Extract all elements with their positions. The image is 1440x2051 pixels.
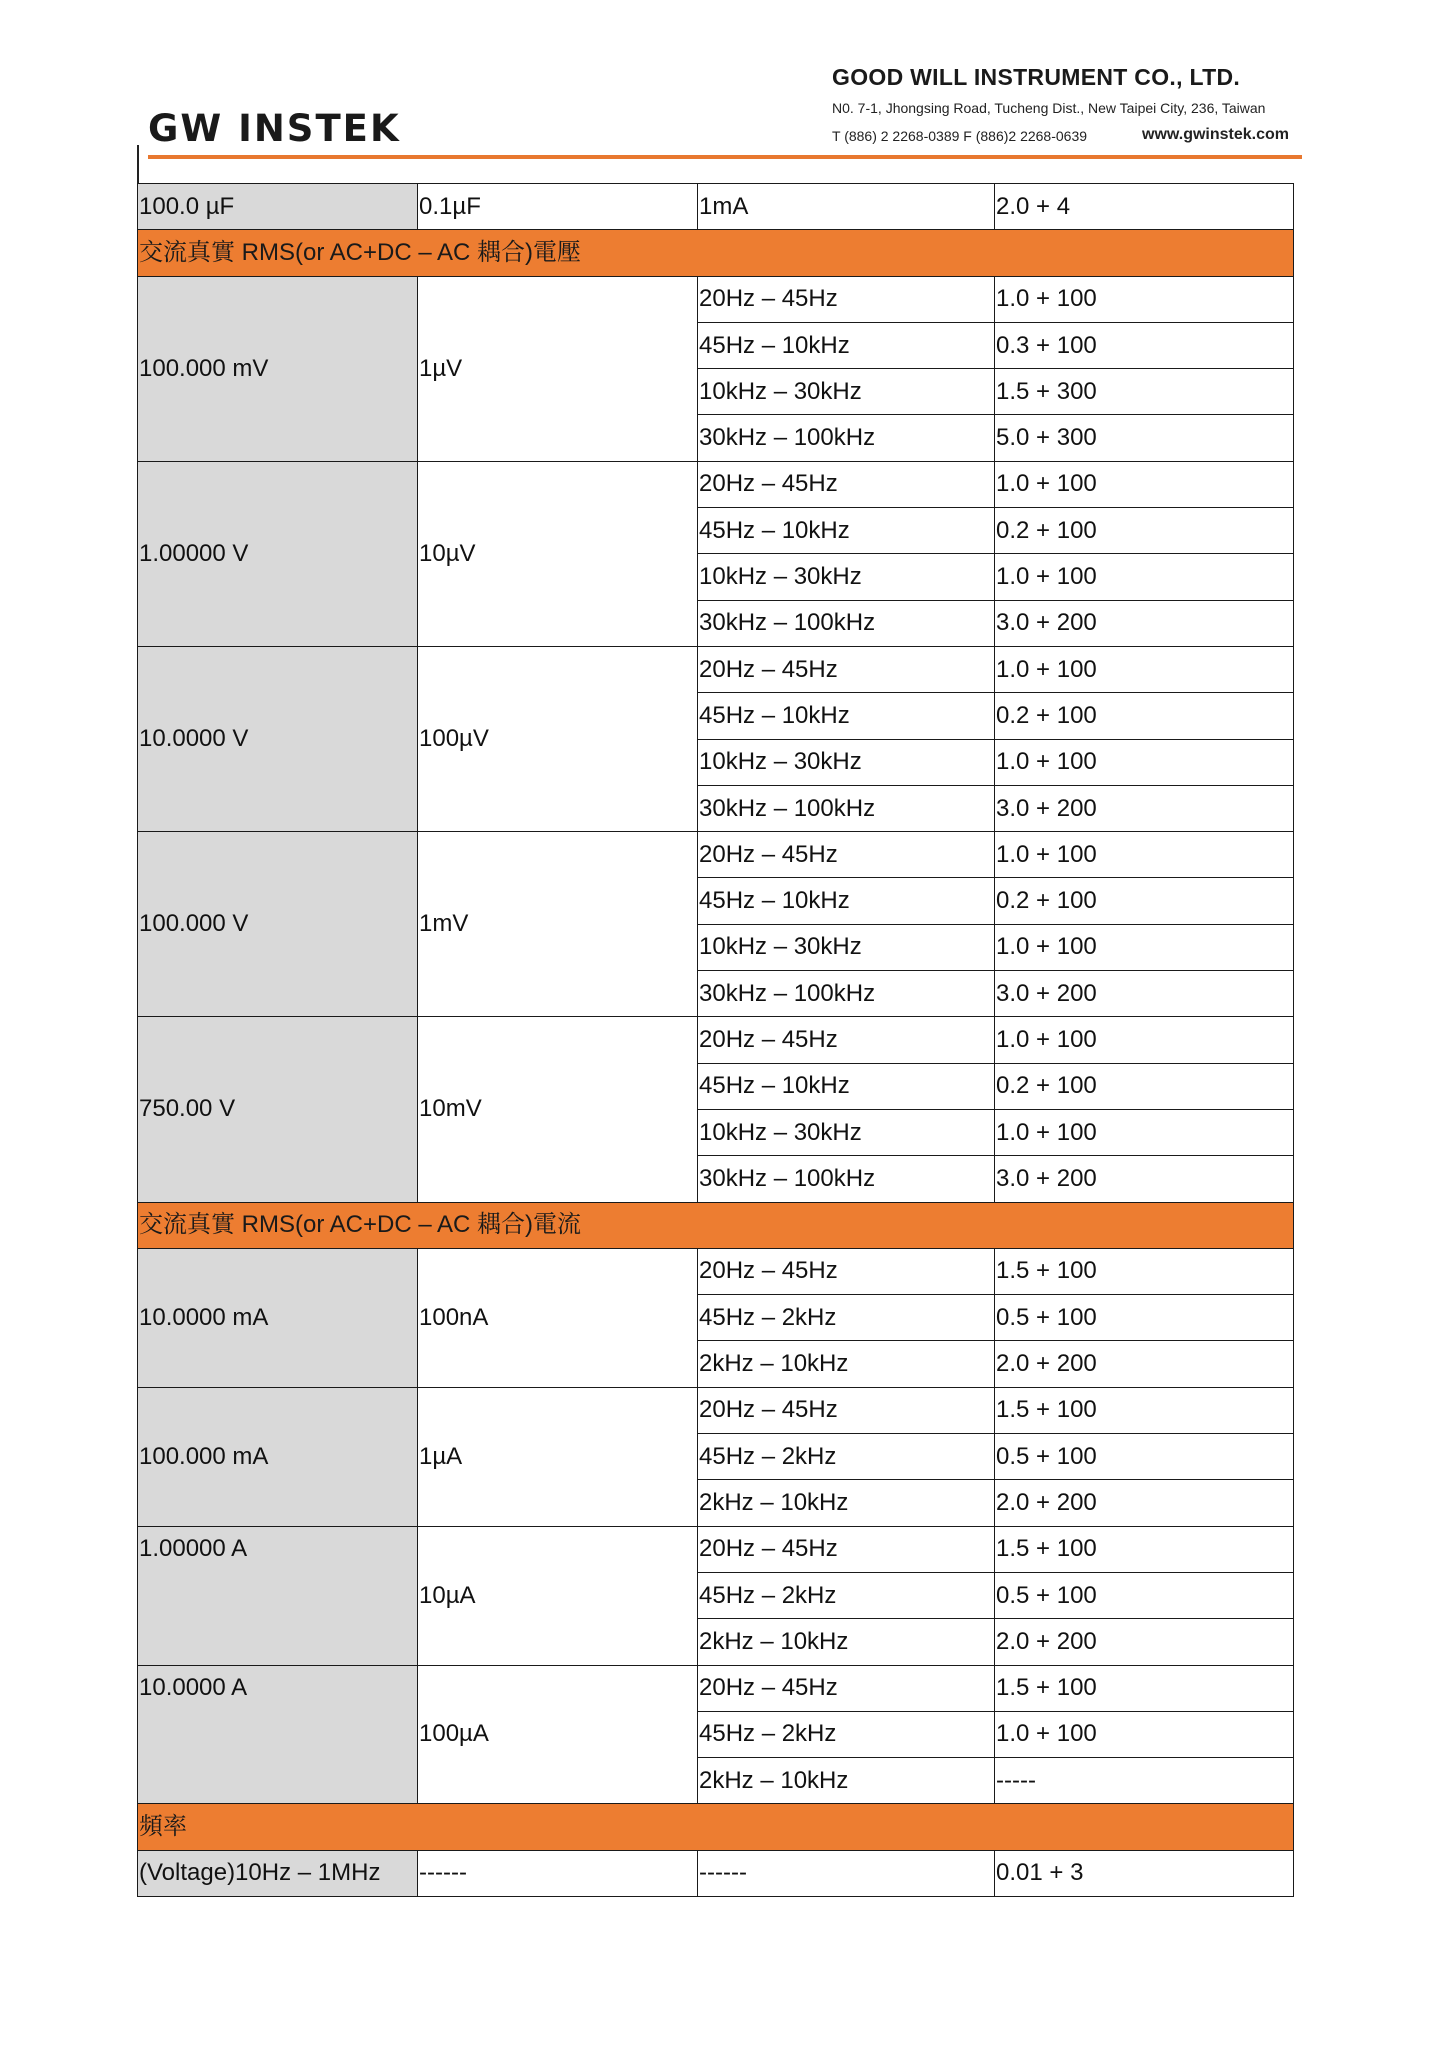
accuracy-cell: 1.5 + 100	[995, 1526, 1294, 1572]
accuracy-cell: 0.2 + 100	[995, 1063, 1294, 1109]
frequency-cell: 45Hz – 10kHz	[698, 878, 995, 924]
accuracy-cell: 0.5 + 100	[995, 1572, 1294, 1618]
accuracy-cell: 1.0 + 100	[995, 554, 1294, 600]
frequency-cell: 30kHz – 100kHz	[698, 600, 995, 646]
resolution-cell: 1µV	[418, 276, 698, 461]
accuracy-cell: 2.0 + 4	[995, 184, 1294, 230]
accuracy-cell: 1.5 + 100	[995, 1248, 1294, 1294]
resolution-cell: ------	[418, 1850, 698, 1896]
frequency-cell: 45Hz – 10kHz	[698, 693, 995, 739]
accuracy-cell: 0.01 + 3	[995, 1850, 1294, 1896]
accuracy-cell: 0.2 + 100	[995, 878, 1294, 924]
frequency-cell: 20Hz – 45Hz	[698, 832, 995, 878]
margin-rule	[137, 145, 139, 185]
resolution-cell: 0.1µF	[418, 184, 698, 230]
accuracy-cell: 0.5 + 100	[995, 1295, 1294, 1341]
range-cell: 100.000 mV	[138, 276, 418, 461]
accuracy-cell: 1.5 + 100	[995, 1665, 1294, 1711]
accuracy-cell: 1.0 + 100	[995, 832, 1294, 878]
table-row	[138, 832, 1294, 878]
accuracy-cell: 1.0 + 100	[995, 461, 1294, 507]
accuracy-cell: 0.5 + 100	[995, 1434, 1294, 1480]
frequency-cell: 10kHz – 30kHz	[698, 739, 995, 785]
frequency-cell: 2kHz – 10kHz	[698, 1480, 995, 1526]
frequency-cell: 20Hz – 45Hz	[698, 1526, 995, 1572]
frequency-cell: 30kHz – 100kHz	[698, 415, 995, 461]
accuracy-cell: 1.0 + 100	[995, 1017, 1294, 1063]
frequency-cell: 20Hz – 45Hz	[698, 646, 995, 692]
condition-cell: 1mA	[698, 184, 995, 230]
range-cell: 100.000 V	[138, 832, 418, 1017]
range-cell: 10.0000 A	[138, 1665, 418, 1804]
section-title: 交流真實 RMS(or AC+DC – AC 耦合)電壓	[138, 230, 1294, 276]
accuracy-cell: 3.0 + 200	[995, 1156, 1294, 1202]
table-row	[138, 1248, 1294, 1294]
accuracy-cell: 5.0 + 300	[995, 415, 1294, 461]
header-divider	[148, 155, 1302, 159]
company-website[interactable]: www.gwinstek.com	[1142, 126, 1289, 143]
accuracy-cell: 1.5 + 300	[995, 369, 1294, 415]
accuracy-cell: 1.5 + 100	[995, 1387, 1294, 1433]
frequency-cell: 45Hz – 2kHz	[698, 1434, 995, 1480]
accuracy-cell: 2.0 + 200	[995, 1619, 1294, 1665]
frequency-cell: 20Hz – 45Hz	[698, 1665, 995, 1711]
table-row	[138, 1526, 1294, 1572]
frequency-cell: 20Hz – 45Hz	[698, 461, 995, 507]
frequency-cell: 45Hz – 10kHz	[698, 1063, 995, 1109]
frequency-cell: 20Hz – 45Hz	[698, 1387, 995, 1433]
frequency-cell: 20Hz – 45Hz	[698, 1248, 995, 1294]
accuracy-cell: 1.0 + 100	[995, 276, 1294, 322]
frequency-cell: 45Hz – 10kHz	[698, 508, 995, 554]
accuracy-cell: 2.0 + 200	[995, 1480, 1294, 1526]
resolution-cell: 100µA	[418, 1665, 698, 1804]
accuracy-cell: -----	[995, 1758, 1294, 1804]
table-row	[138, 276, 1294, 322]
section-header-row	[138, 1202, 1294, 1248]
condition-cell: ------	[698, 1850, 995, 1896]
frequency-cell: 20Hz – 45Hz	[698, 276, 995, 322]
accuracy-cell: 0.3 + 100	[995, 322, 1294, 368]
table-row	[138, 461, 1294, 507]
company-name: GOOD WILL INSTRUMENT CO., LTD.	[832, 64, 1241, 90]
accuracy-cell: 3.0 + 200	[995, 600, 1294, 646]
frequency-cell: 30kHz – 100kHz	[698, 971, 995, 1017]
frequency-cell: 10kHz – 30kHz	[698, 554, 995, 600]
frequency-cell: 2kHz – 10kHz	[698, 1619, 995, 1665]
frequency-cell: 45Hz – 2kHz	[698, 1711, 995, 1757]
table-row	[138, 646, 1294, 692]
frequency-cell: 45Hz – 10kHz	[698, 322, 995, 368]
gwinstek-logo	[148, 108, 401, 150]
table-row	[138, 1850, 1294, 1896]
accuracy-cell: 0.2 + 100	[995, 693, 1294, 739]
accuracy-cell: 3.0 + 200	[995, 785, 1294, 831]
resolution-cell: 1mV	[418, 832, 698, 1017]
company-phone: T (886) 2 2268-0389 F (886)2 2268-0639	[832, 128, 1088, 144]
section-title: 交流真實 RMS(or AC+DC – AC 耦合)電流	[138, 1202, 1294, 1248]
accuracy-cell: 3.0 + 200	[995, 971, 1294, 1017]
section-header-row	[138, 1804, 1294, 1850]
range-cell: 100.0 µF	[138, 184, 418, 230]
range-cell: 750.00 V	[138, 1017, 418, 1202]
resolution-cell: 10mV	[418, 1017, 698, 1202]
frequency-cell: 2kHz – 10kHz	[698, 1341, 995, 1387]
accuracy-cell: 1.0 + 100	[995, 1711, 1294, 1757]
table-row	[138, 1387, 1294, 1433]
frequency-cell: 30kHz – 100kHz	[698, 1156, 995, 1202]
section-title: 頻率	[138, 1804, 1294, 1850]
table-row	[138, 184, 1294, 230]
frequency-cell: 45Hz – 2kHz	[698, 1295, 995, 1341]
range-cell: 1.00000 A	[138, 1526, 418, 1665]
page-header	[0, 0, 1440, 165]
resolution-cell: 100µV	[418, 646, 698, 831]
table-row	[138, 1017, 1294, 1063]
range-cell: (Voltage)10Hz – 1MHz	[138, 1850, 418, 1896]
accuracy-cell: 1.0 + 100	[995, 646, 1294, 692]
spec-table-body	[138, 184, 1294, 1897]
frequency-cell: 10kHz – 30kHz	[698, 924, 995, 970]
logo-text: GW INSTEK	[148, 107, 401, 150]
resolution-cell: 10µA	[418, 1526, 698, 1665]
accuracy-cell: 0.2 + 100	[995, 508, 1294, 554]
spec-table	[137, 183, 1294, 1897]
frequency-cell: 2kHz – 10kHz	[698, 1758, 995, 1804]
resolution-cell: 1µA	[418, 1387, 698, 1526]
resolution-cell: 10µV	[418, 461, 698, 646]
range-cell: 10.0000 V	[138, 646, 418, 831]
accuracy-cell: 1.0 + 100	[995, 924, 1294, 970]
frequency-cell: 45Hz – 2kHz	[698, 1572, 995, 1618]
frequency-cell: 30kHz – 100kHz	[698, 785, 995, 831]
range-cell: 1.00000 V	[138, 461, 418, 646]
section-header-row	[138, 230, 1294, 276]
frequency-cell: 20Hz – 45Hz	[698, 1017, 995, 1063]
range-cell: 10.0000 mA	[138, 1248, 418, 1387]
accuracy-cell: 2.0 + 200	[995, 1341, 1294, 1387]
company-address: N0. 7-1, Jhongsing Road, Tucheng Dist., New Taipei City, 236, Taiwan	[832, 100, 1266, 116]
accuracy-cell: 1.0 + 100	[995, 1109, 1294, 1155]
resolution-cell: 100nA	[418, 1248, 698, 1387]
frequency-cell: 10kHz – 30kHz	[698, 369, 995, 415]
accuracy-cell: 1.0 + 100	[995, 739, 1294, 785]
table-row	[138, 1665, 1294, 1711]
range-cell: 100.000 mA	[138, 1387, 418, 1526]
frequency-cell: 10kHz – 30kHz	[698, 1109, 995, 1155]
